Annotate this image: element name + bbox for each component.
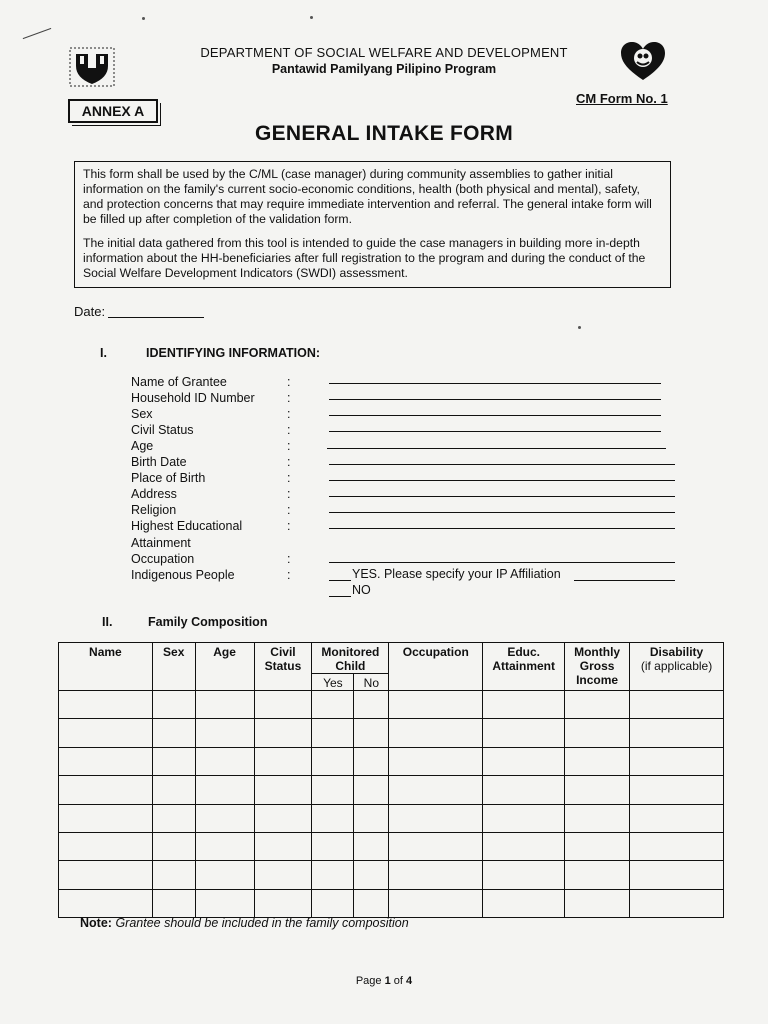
table-cell[interactable] [152,861,195,889]
annex-label: ANNEX A [68,99,158,123]
table-cell[interactable] [483,691,565,719]
disability-note: (if applicable) [640,659,713,673]
address-field[interactable] [329,496,675,497]
ip-affiliation-field[interactable] [574,580,675,581]
field-label-occupation: Occupation [131,552,195,566]
table-cell[interactable] [565,719,630,747]
total-pages: 4 [406,975,413,987]
field-colon: : [287,519,291,533]
field-colon: : [287,455,291,469]
table-cell[interactable] [312,719,354,747]
table-row [59,861,724,889]
field-colon: : [287,503,291,517]
table-cell[interactable] [152,889,195,917]
column-header-monitored-yes: Yes [312,674,354,691]
table-cell[interactable] [354,747,389,775]
field-label-indigenous-people: Indigenous People [131,568,235,582]
table-cell[interactable] [312,691,354,719]
column-header-monitored-no: No [354,674,389,691]
table-cell[interactable] [389,719,483,747]
table-cell[interactable] [389,804,483,832]
table-cell[interactable] [254,832,312,860]
form-number: CM Form No. 1 [576,91,668,106]
field-colon: : [287,407,291,421]
field-colon: : [287,439,291,453]
scan-speck [578,326,581,329]
table-cell[interactable] [59,719,153,747]
table-cell[interactable] [152,691,195,719]
table-cell[interactable] [354,832,389,860]
field-colon: : [287,487,291,501]
field-label-age: Age [131,439,154,453]
table-cell[interactable] [354,719,389,747]
page-number [0,975,768,987]
table-cell[interactable] [565,691,630,719]
table-cell[interactable] [195,889,254,917]
table-cell[interactable] [59,804,153,832]
table-cell[interactable] [354,804,389,832]
table-row [59,719,724,747]
table-cell[interactable] [195,719,254,747]
sex-field[interactable] [329,415,661,416]
column-header-disability [630,643,724,691]
table-cell[interactable] [483,776,565,804]
age-field[interactable] [327,448,666,449]
table-cell[interactable] [195,691,254,719]
table-cell[interactable] [59,747,153,775]
column-header-age: Age [195,643,254,691]
section-1-number: I. [100,346,107,360]
table-cell[interactable] [630,719,724,747]
family-composition-table [58,642,724,918]
ip-no-label: NO [352,583,371,597]
field-colon: : [287,552,291,566]
pen-mark [23,28,52,39]
field-label-attainment: Attainment [131,536,191,550]
table-cell[interactable] [630,691,724,719]
table-cell[interactable] [152,776,195,804]
table-cell[interactable] [483,832,565,860]
column-header-monthly-income: Monthly Gross Income [565,643,630,691]
table-cell[interactable] [630,776,724,804]
civil-status-field[interactable] [329,431,661,432]
field-colon: : [287,391,291,405]
table-cell[interactable] [354,889,389,917]
table-cell[interactable] [254,776,312,804]
religion-field[interactable] [329,512,675,513]
place-of-birth-field[interactable] [329,480,675,481]
table-cell[interactable] [59,832,153,860]
column-header-name: Name [59,643,153,691]
table-cell[interactable] [195,861,254,889]
program-name: Pantawid Pamilyang Pilipino Program [271,62,497,76]
section-2-number: II. [102,615,113,629]
ip-yes-label: YES. Please specify your IP Affiliation [352,567,561,581]
birth-date-field[interactable] [329,464,675,465]
table-row [59,889,724,917]
name-of-grantee-field[interactable] [329,383,661,384]
table-cell[interactable] [565,804,630,832]
table-cell[interactable] [389,889,483,917]
department-name: DEPARTMENT OF SOCIAL WELFARE AND DEVELOPMENT [200,45,568,60]
field-label-name-of-grantee: Name of Grantee [131,375,227,389]
table-row [59,776,724,804]
table-cell[interactable] [195,747,254,775]
table-cell[interactable] [483,861,565,889]
column-header-educ-attainment: Educ. Attainment [483,643,565,691]
field-label-household-id: Household ID Number [131,391,255,405]
table-cell[interactable] [152,832,195,860]
table-cell[interactable] [354,861,389,889]
table-cell[interactable] [254,747,312,775]
table-cell[interactable] [254,889,312,917]
table-cell[interactable] [59,776,153,804]
section-1-title: IDENTIFYING INFORMATION: [146,346,321,360]
field-colon: : [287,568,291,582]
table-cell[interactable] [59,691,153,719]
field-label-address: Address [131,487,177,501]
table-row [59,747,724,775]
instructions-paragraph-1: This form shall be used by the C/ML (case manager) during community assemblies to gather initial information on the family's current socio-economic conditions, health (both physical and mental), safety, and protection concerns that may require immediate intervention and referral. The general intake form will be filled up after completion of the validation form. [83,167,652,226]
table-cell[interactable] [483,747,565,775]
table-cell[interactable] [152,719,195,747]
field-colon: : [287,471,291,485]
section-2-title: Family Composition [148,615,268,629]
current-page: 1 [384,975,391,987]
family-composition-body [59,691,724,918]
instructions-paragraph-2: The initial data gathered from this tool is intended to guide the case managers in building more in-depth information about the HH-beneficiaries after full registration to the program and during the conduct of the Social Welfare Development Indicators (SWDI) assessment. [83,236,646,280]
table-cell[interactable] [389,861,483,889]
table-cell[interactable] [254,691,312,719]
table-cell[interactable] [630,747,724,775]
table-cell[interactable] [254,719,312,747]
scan-speck [310,16,313,19]
table-cell[interactable] [630,804,724,832]
table-cell[interactable] [312,804,354,832]
table-cell[interactable] [254,804,312,832]
table-cell[interactable] [195,776,254,804]
table-cell[interactable] [389,832,483,860]
disability-label: Disability [649,645,704,659]
table-cell[interactable] [354,776,389,804]
table-cell[interactable] [312,776,354,804]
4ps-heart-logo-icon [618,40,668,84]
date-field[interactable] [108,317,204,318]
table-cell[interactable] [389,747,483,775]
table-row [59,804,724,832]
column-header-sex: Sex [152,643,195,691]
table-cell[interactable] [565,747,630,775]
page-prefix: Page [355,975,385,987]
table-cell[interactable] [630,889,724,917]
table-cell[interactable] [312,747,354,775]
table-cell[interactable] [630,861,724,889]
table-cell[interactable] [195,804,254,832]
table-cell[interactable] [483,719,565,747]
table-cell[interactable] [312,832,354,860]
column-header-occupation: Occupation [389,643,483,691]
household-id-field[interactable] [329,399,661,400]
table-cell[interactable] [354,691,389,719]
table-cell[interactable] [565,776,630,804]
table-cell[interactable] [312,861,354,889]
table-cell[interactable] [254,861,312,889]
table-cell[interactable] [630,832,724,860]
field-label-religion: Religion [131,503,177,517]
column-header-civil-status: Civil Status [254,643,312,691]
table-cell[interactable] [152,747,195,775]
form-title: GENERAL INTAKE FORM [254,122,514,145]
instructions-box [74,161,671,288]
table-cell[interactable] [59,861,153,889]
field-label-birth-date: Birth Date [131,455,187,469]
table-cell[interactable] [483,804,565,832]
field-label-civil-status: Civil Status [131,423,194,437]
table-cell[interactable] [565,889,630,917]
table-cell[interactable] [389,691,483,719]
table-cell[interactable] [312,889,354,917]
table-cell[interactable] [389,776,483,804]
highest-educational-attainment-field[interactable] [329,528,675,529]
ip-no-checkline[interactable] [329,596,351,597]
table-cell[interactable] [483,889,565,917]
table-cell[interactable] [195,832,254,860]
table-cell[interactable] [59,889,153,917]
field-colon: : [287,375,291,389]
field-label-sex: Sex [131,407,153,421]
table-cell[interactable] [152,804,195,832]
table-row [59,832,724,860]
scan-speck [142,17,145,20]
note-label: Note: [80,916,112,930]
table-cell[interactable] [565,861,630,889]
ip-yes-checkline[interactable] [329,580,351,581]
table-cell[interactable] [565,832,630,860]
field-label-highest-educational: Highest Educational [131,519,243,533]
field-label-place-of-birth: Place of Birth [131,471,206,485]
field-colon: : [287,423,291,437]
note-text: Grantee should be included in the family composition [115,916,409,930]
table-note [80,916,409,930]
table-row [59,691,724,719]
page-separator: of [390,975,407,987]
occupation-field[interactable] [329,562,675,563]
column-header-monitored-child: Monitored Child [312,643,389,674]
date-label: Date: [74,304,106,319]
